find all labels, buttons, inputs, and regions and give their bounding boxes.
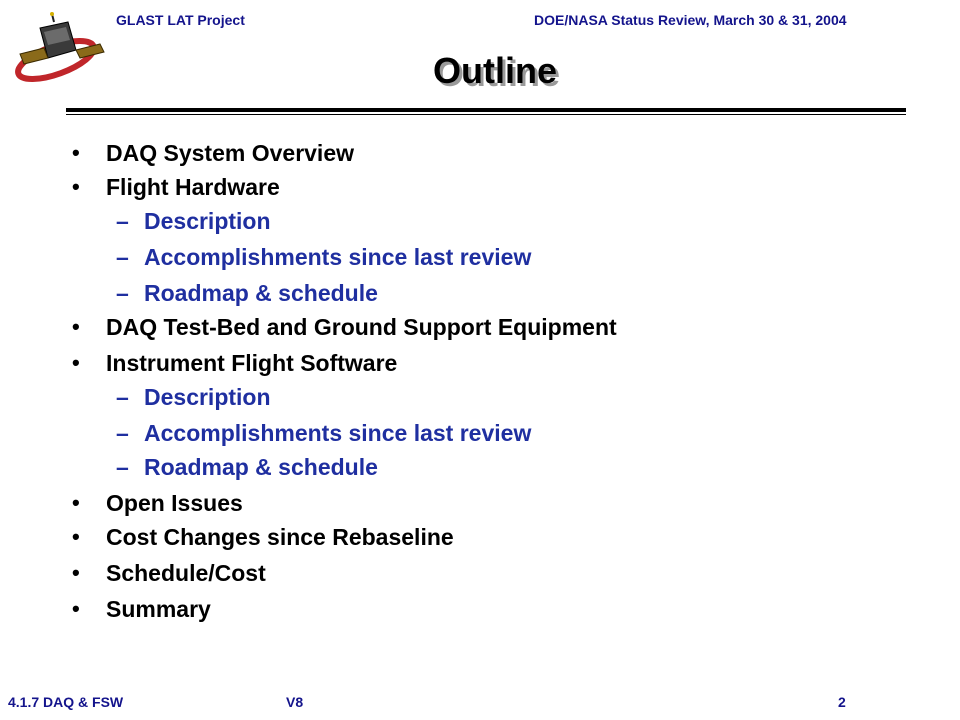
outline-text: Accomplishments since last review [144, 244, 532, 270]
outline-text: DAQ Test-Bed and Ground Support Equipment [106, 314, 617, 340]
dash-marker: – [116, 454, 129, 480]
dash-marker: – [116, 420, 129, 446]
outline-text: Cost Changes since Rebaseline [106, 524, 454, 550]
dash-marker: – [116, 244, 129, 270]
footer-version: V8 [286, 694, 304, 710]
bullet-marker: • [72, 560, 80, 585]
outline-text: Description [144, 384, 271, 410]
header-review: DOE/NASA Status Review, March 30 & 31, 2004 [534, 12, 847, 28]
outline-text: Flight Hardware [106, 174, 280, 200]
bullet-marker: • [72, 140, 80, 165]
outline-text: Instrument Flight Software [106, 350, 398, 376]
footer-section: 4.1.7 DAQ & FSW [8, 694, 124, 710]
outline-text: Schedule/Cost [106, 560, 266, 586]
outline-text: Open Issues [106, 490, 243, 516]
outline-text: Roadmap & schedule [144, 280, 378, 306]
outline-text: Summary [106, 596, 211, 622]
dash-marker: – [116, 208, 129, 234]
dash-marker: – [116, 280, 129, 306]
outline-text: Accomplishments since last review [144, 420, 532, 446]
header-project: GLAST LAT Project [116, 12, 245, 28]
page-title: Outline [433, 50, 557, 91]
bullet-marker: • [72, 174, 80, 199]
bullet-marker: • [72, 314, 80, 339]
bullet-marker: • [72, 350, 80, 375]
bullet-marker: • [72, 596, 80, 621]
outline-text: Roadmap & schedule [144, 454, 378, 480]
outline-text: Description [144, 208, 271, 234]
dash-marker: – [116, 384, 129, 410]
outline-text: DAQ System Overview [106, 140, 355, 166]
bullet-marker: • [72, 524, 80, 549]
bullet-marker: • [72, 490, 80, 515]
footer-page-number: 2 [838, 694, 846, 710]
